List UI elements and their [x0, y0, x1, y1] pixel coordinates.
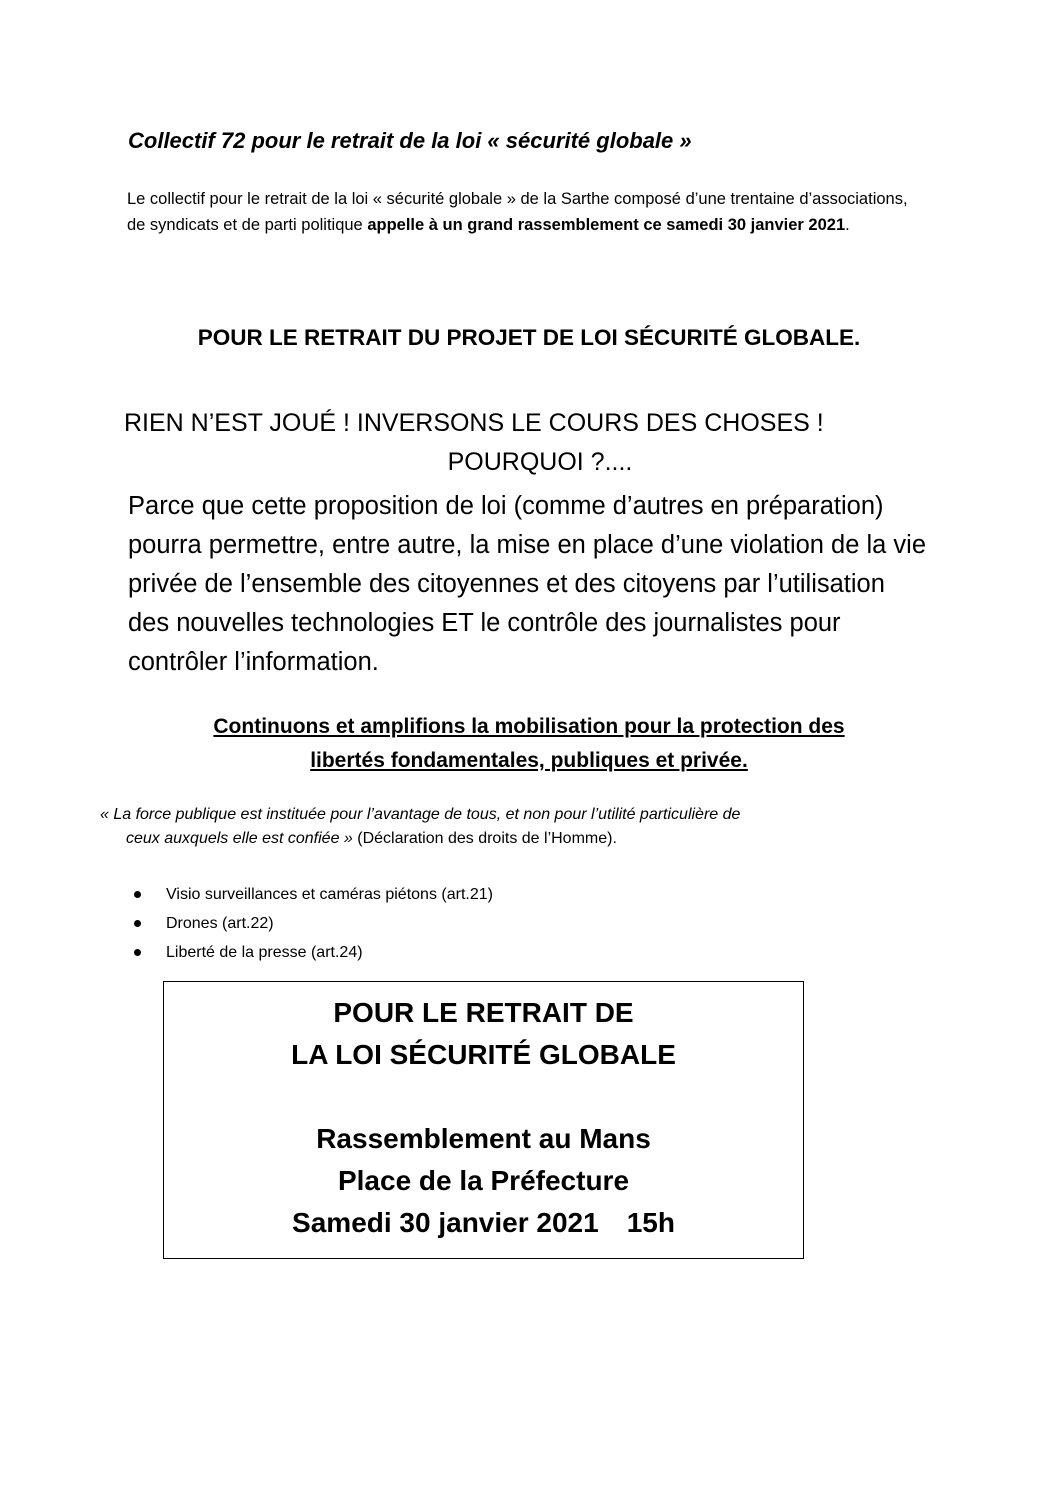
box-line-2: LA LOI SÉCURITÉ GLOBALE [291, 1039, 676, 1070]
box-top-spacer [164, 982, 803, 992]
box-line-4: Place de la Préfecture [337, 1165, 630, 1196]
articles-list [130, 880, 493, 967]
box-line-3: Rassemblement au Mans [316, 1123, 651, 1154]
box-line-1: POUR LE RETRAIT DE [333, 997, 634, 1028]
pourquoi-line: POURQUOI ?.... [447, 448, 633, 476]
intro-text: Le collectif pour le retrait de la loi « sécurité globale » de la Sarthe composé d’une trentaine d’associations, de syndicats et de parti politique [127, 190, 908, 234]
reason-paragraph: Parce que cette proposition de loi (comme d’autres en préparation) pourra permettre, entre autre, la mise en place d’une violation de la vie privée de l’ensemble des citoyennes et des citoyens par l’utilisation des nouvelles technologies ET le contrôle des journalistes pour contrôler l’information. [128, 492, 927, 676]
mobilisation-line-2: libertés fondamentales, publiques et privée. [310, 749, 748, 772]
document-title: Collectif 72 pour le retrait de la loi « sécurité globale » [128, 128, 692, 153]
citation-quote-line-1: « La force publique est instituée pour l’avantage de tous, et non pour l’utilité particulière de [100, 806, 741, 823]
mobilisation-heading [0, 710, 1058, 778]
citation-line-2 [100, 827, 920, 851]
bullet-icon [134, 891, 141, 898]
main-heading: POUR LE RETRAIT DU PROJET DE LOI SÉCURITÉ GLOBALE. [197, 325, 861, 350]
box-spacer [164, 1076, 803, 1118]
bullet-icon [134, 949, 141, 956]
mobilisation-line-1: Continuons et amplifions la mobilisation pour la protection des [213, 715, 845, 738]
event-date: Samedi 30 janvier 2021 [292, 1207, 599, 1238]
citation-block [100, 803, 920, 851]
list-item [130, 880, 493, 909]
list-item [130, 938, 493, 967]
box-date-line [164, 1202, 803, 1244]
event-box [163, 981, 804, 1259]
list-item-text: Drones (art.22) [166, 915, 274, 932]
list-item-text: Visio surveillances et caméras piétons (art.21) [166, 886, 493, 903]
citation-source: (Déclaration des droits de l’Homme). [352, 830, 617, 847]
list-item-text: Liberté de la presse (art.24) [166, 944, 363, 961]
intro-paragraph [127, 186, 927, 238]
bullet-icon [134, 920, 141, 927]
event-time: 15h [626, 1207, 675, 1238]
intro-end: . [845, 216, 850, 234]
intro-call-to-action: appelle à un grand rassemblement ce samedi 30 janvier 2021 [367, 216, 846, 234]
rien-nest-joue-line: RIEN N’EST JOUÉ ! INVERSONS LE COURS DES CHOSES ! [124, 409, 824, 437]
list-item [130, 909, 493, 938]
citation-quote-line-2: ceux auxquels elle est confiée » [126, 830, 353, 847]
